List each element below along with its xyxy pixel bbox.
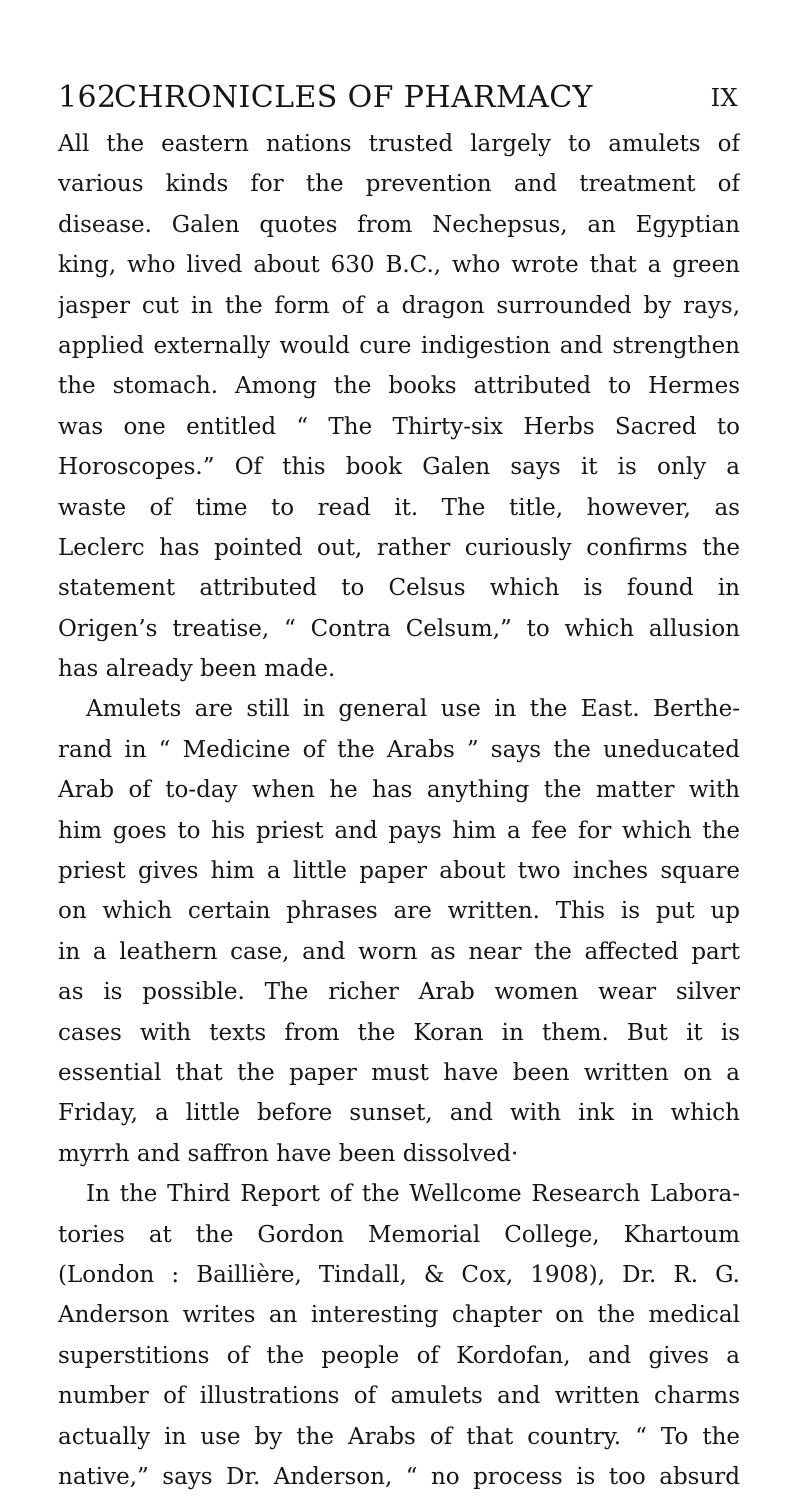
text-line: actually in use by the Arabs of that country. “ To the <box>58 1423 740 1450</box>
text-line: tories at the Gordon Memorial College, Khartoum <box>58 1221 740 1248</box>
text-line: cases with texts from the Koran in them. But it is <box>58 1019 740 1046</box>
body-text <box>58 124 740 1497</box>
text-line: Anderson writes an interesting chapter on the medical <box>58 1302 740 1329</box>
text-line: disease. Galen quotes from Nechepsus, an Egyptian <box>58 211 740 238</box>
text-line: number of illustrations of amulets and written charms <box>58 1383 740 1410</box>
text-line: superstitions of the people of Kordofan, and gives a <box>58 1342 740 1369</box>
text-line: on which certain phrases are written. This is put up <box>58 898 740 925</box>
text-line: was one entitled “ The Thirty-six Herbs Sacred to <box>58 413 740 440</box>
text-line: applied externally would cure indigestion and strengthen <box>58 332 740 359</box>
text-line: Amulets are still in general use in the East. Berthe- <box>86 696 740 723</box>
text-line: Horoscopes.” Of this book Galen says it is only a <box>58 454 740 481</box>
text-line: king, who lived about 630 B.C., who wrote that a green <box>58 252 740 279</box>
text-line: has already been made. <box>58 656 336 683</box>
chapter-number: IX <box>710 84 738 112</box>
text-line: waste of time to read it. The title, however, as <box>58 494 740 521</box>
text-line: statement attributed to Celsus which is found in <box>58 575 740 602</box>
text-line: native,” says Dr. Anderson, “ no process is too absurd <box>58 1463 740 1490</box>
text-line: him goes to his priest and pays him a fee for which the <box>58 817 740 844</box>
text-line: Friday, a little before sunset, and with ink in which <box>58 1100 740 1127</box>
text-line: In the Third Report of the Wellcome Research Labora- <box>86 1181 740 1208</box>
running-title: CHRONICLES OF PHARMACY <box>114 80 593 115</box>
text-line: Arab of to-day when he has anything the matter with <box>58 777 740 804</box>
text-line: Leclerc has pointed out, rather curiously confirms the <box>58 534 740 561</box>
text-line: various kinds for the prevention and treatment of <box>58 171 740 198</box>
text-line: priest gives him a little paper about two inches square <box>58 858 740 885</box>
text-line: jasper cut in the form of a dragon surrounded by rays, <box>58 292 740 319</box>
text-line: rand in “ Medicine of the Arabs ” says the uneducated <box>58 736 740 763</box>
text-line: All the eastern nations trusted largely to amulets of <box>58 131 740 157</box>
page-number: 162 <box>58 80 117 115</box>
text-line: in a leathern case, and worn as near the affected part <box>58 938 740 965</box>
text-line: (London : Baillière, Tindall, & Cox, 1908), Dr. R. G. <box>58 1261 740 1288</box>
text-line: the stomach. Among the books attributed to Hermes <box>58 373 740 400</box>
text-line: Origen’s treatise, “ Contra Celsum,” to which allusion <box>58 615 740 642</box>
text-line: essential that the paper must have been written on a <box>58 1059 740 1086</box>
text-line: myrrh and saffron have been dissolved· <box>58 1140 519 1167</box>
text-line: as is possible. The richer Arab women wear silver <box>58 979 740 1006</box>
page-header <box>58 76 738 120</box>
